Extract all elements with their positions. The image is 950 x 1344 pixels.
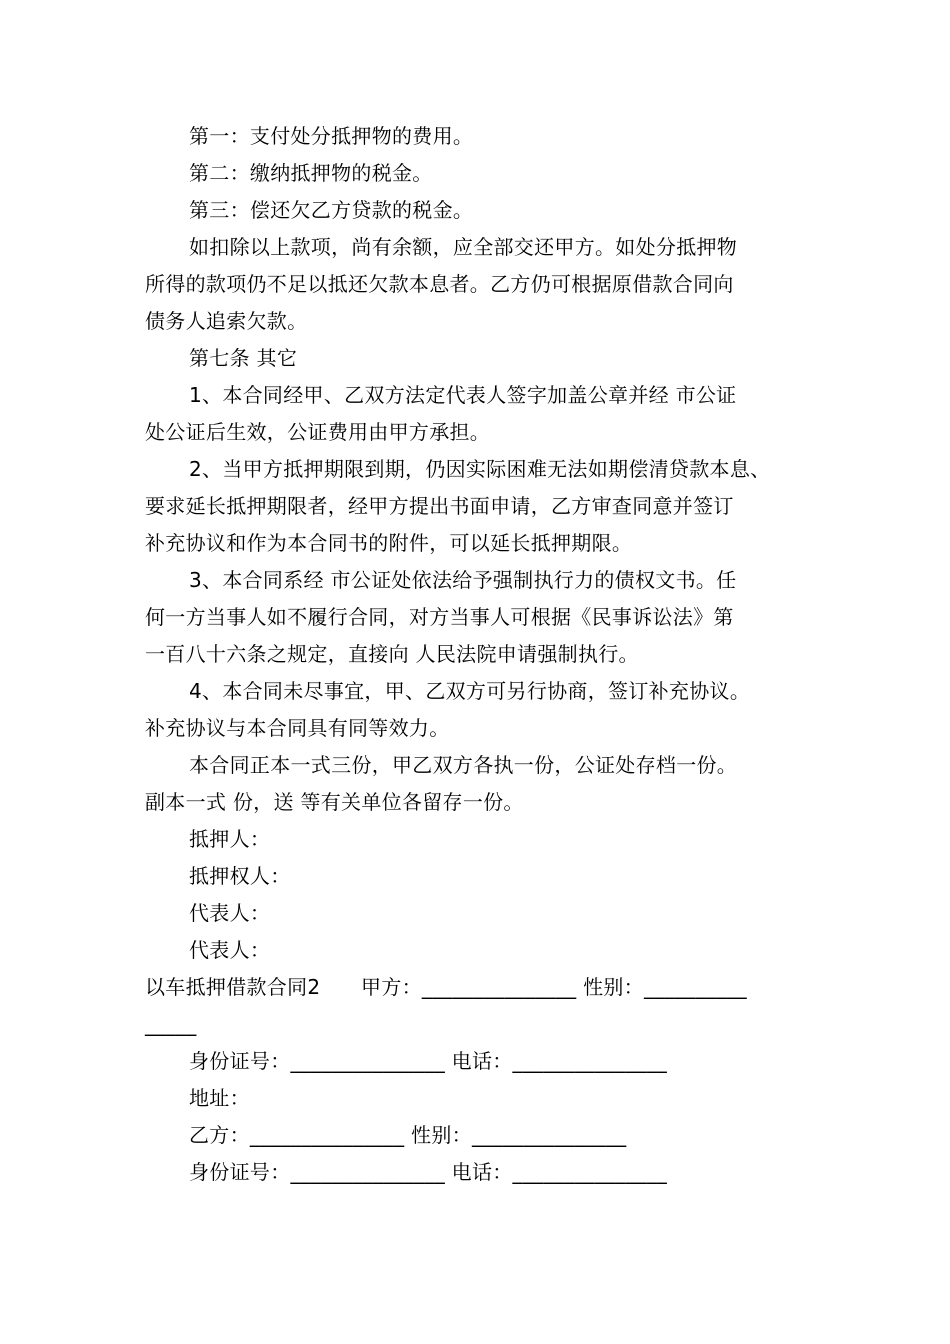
text-line: _____ xyxy=(145,1012,197,1036)
signature-label: 抵押人： xyxy=(189,827,271,851)
document-body xyxy=(145,118,815,1191)
text-line: 副本一式 份，送 等有关单位各留存一份。 xyxy=(145,790,524,814)
text-line: 要求延长抵押期限者，经甲方提出书面申请，乙方审查同意并签订 xyxy=(145,494,734,518)
text-line: 何一方当事人如不履行合同，对方当事人可根据《民事诉讼法》第 xyxy=(145,605,734,629)
section-heading: 第七条 其它 xyxy=(189,346,298,370)
signature-label: 抵押权人： xyxy=(189,864,291,888)
text-line: 4、本合同未尽事宜，甲、乙双方可另行协商，签订补充协议。 xyxy=(189,679,751,703)
text-line: 补充协议与本合同具有同等效力。 xyxy=(145,716,450,740)
text-line: 本合同正本一式三份，甲乙双方各执一份，公证处存档一份。 xyxy=(189,753,738,777)
text-line: 第二：缴纳抵押物的税金。 xyxy=(189,161,433,185)
contract-title-line: 以车抵押借款合同2 甲方：_______________ 性别：__________ xyxy=(145,975,747,999)
text-line: 如扣除以上款项，尚有余额，应全部交还甲方。如处分抵押物 xyxy=(189,235,738,259)
text-line: 1、本合同经甲、乙双方法定代表人签字加盖公章并经 市公证 xyxy=(189,383,737,407)
text-line: 第三：偿还欠乙方贷款的税金。 xyxy=(189,198,474,222)
signature-label: 代表人： xyxy=(189,901,271,925)
text-line: 补充协议和作为本合同书的附件，可以延长抵押期限。 xyxy=(145,531,633,555)
text-line: 第一：支付处分抵押物的费用。 xyxy=(189,124,474,148)
form-field-line: 乙方：_______________ 性别：_______________ xyxy=(189,1123,627,1147)
text-line: 一百八十六条之规定，直接向 人民法院申请强制执行。 xyxy=(145,642,639,666)
text-line: 3、本合同系经 市公证处依法给予强制执行力的债权文书。任 xyxy=(189,568,737,592)
text-line: 债务人追索欠款。 xyxy=(145,309,308,333)
form-field-line: 身份证号：_______________ 电话：_______________ xyxy=(189,1160,668,1184)
form-field-line: 身份证号：_______________ 电话：_______________ xyxy=(189,1049,668,1073)
form-field-line: 地址： xyxy=(189,1086,250,1110)
text-line: 所得的款项仍不足以抵还欠款本息者。乙方仍可根据原借款合同向 xyxy=(145,272,734,296)
signature-label: 代表人： xyxy=(189,938,271,962)
text-line: 2、当甲方抵押期限到期，仍因实际困难无法如期偿清贷款本息、 xyxy=(189,457,771,481)
text-line: 处公证后生效，公证费用由甲方承担。 xyxy=(145,420,491,444)
